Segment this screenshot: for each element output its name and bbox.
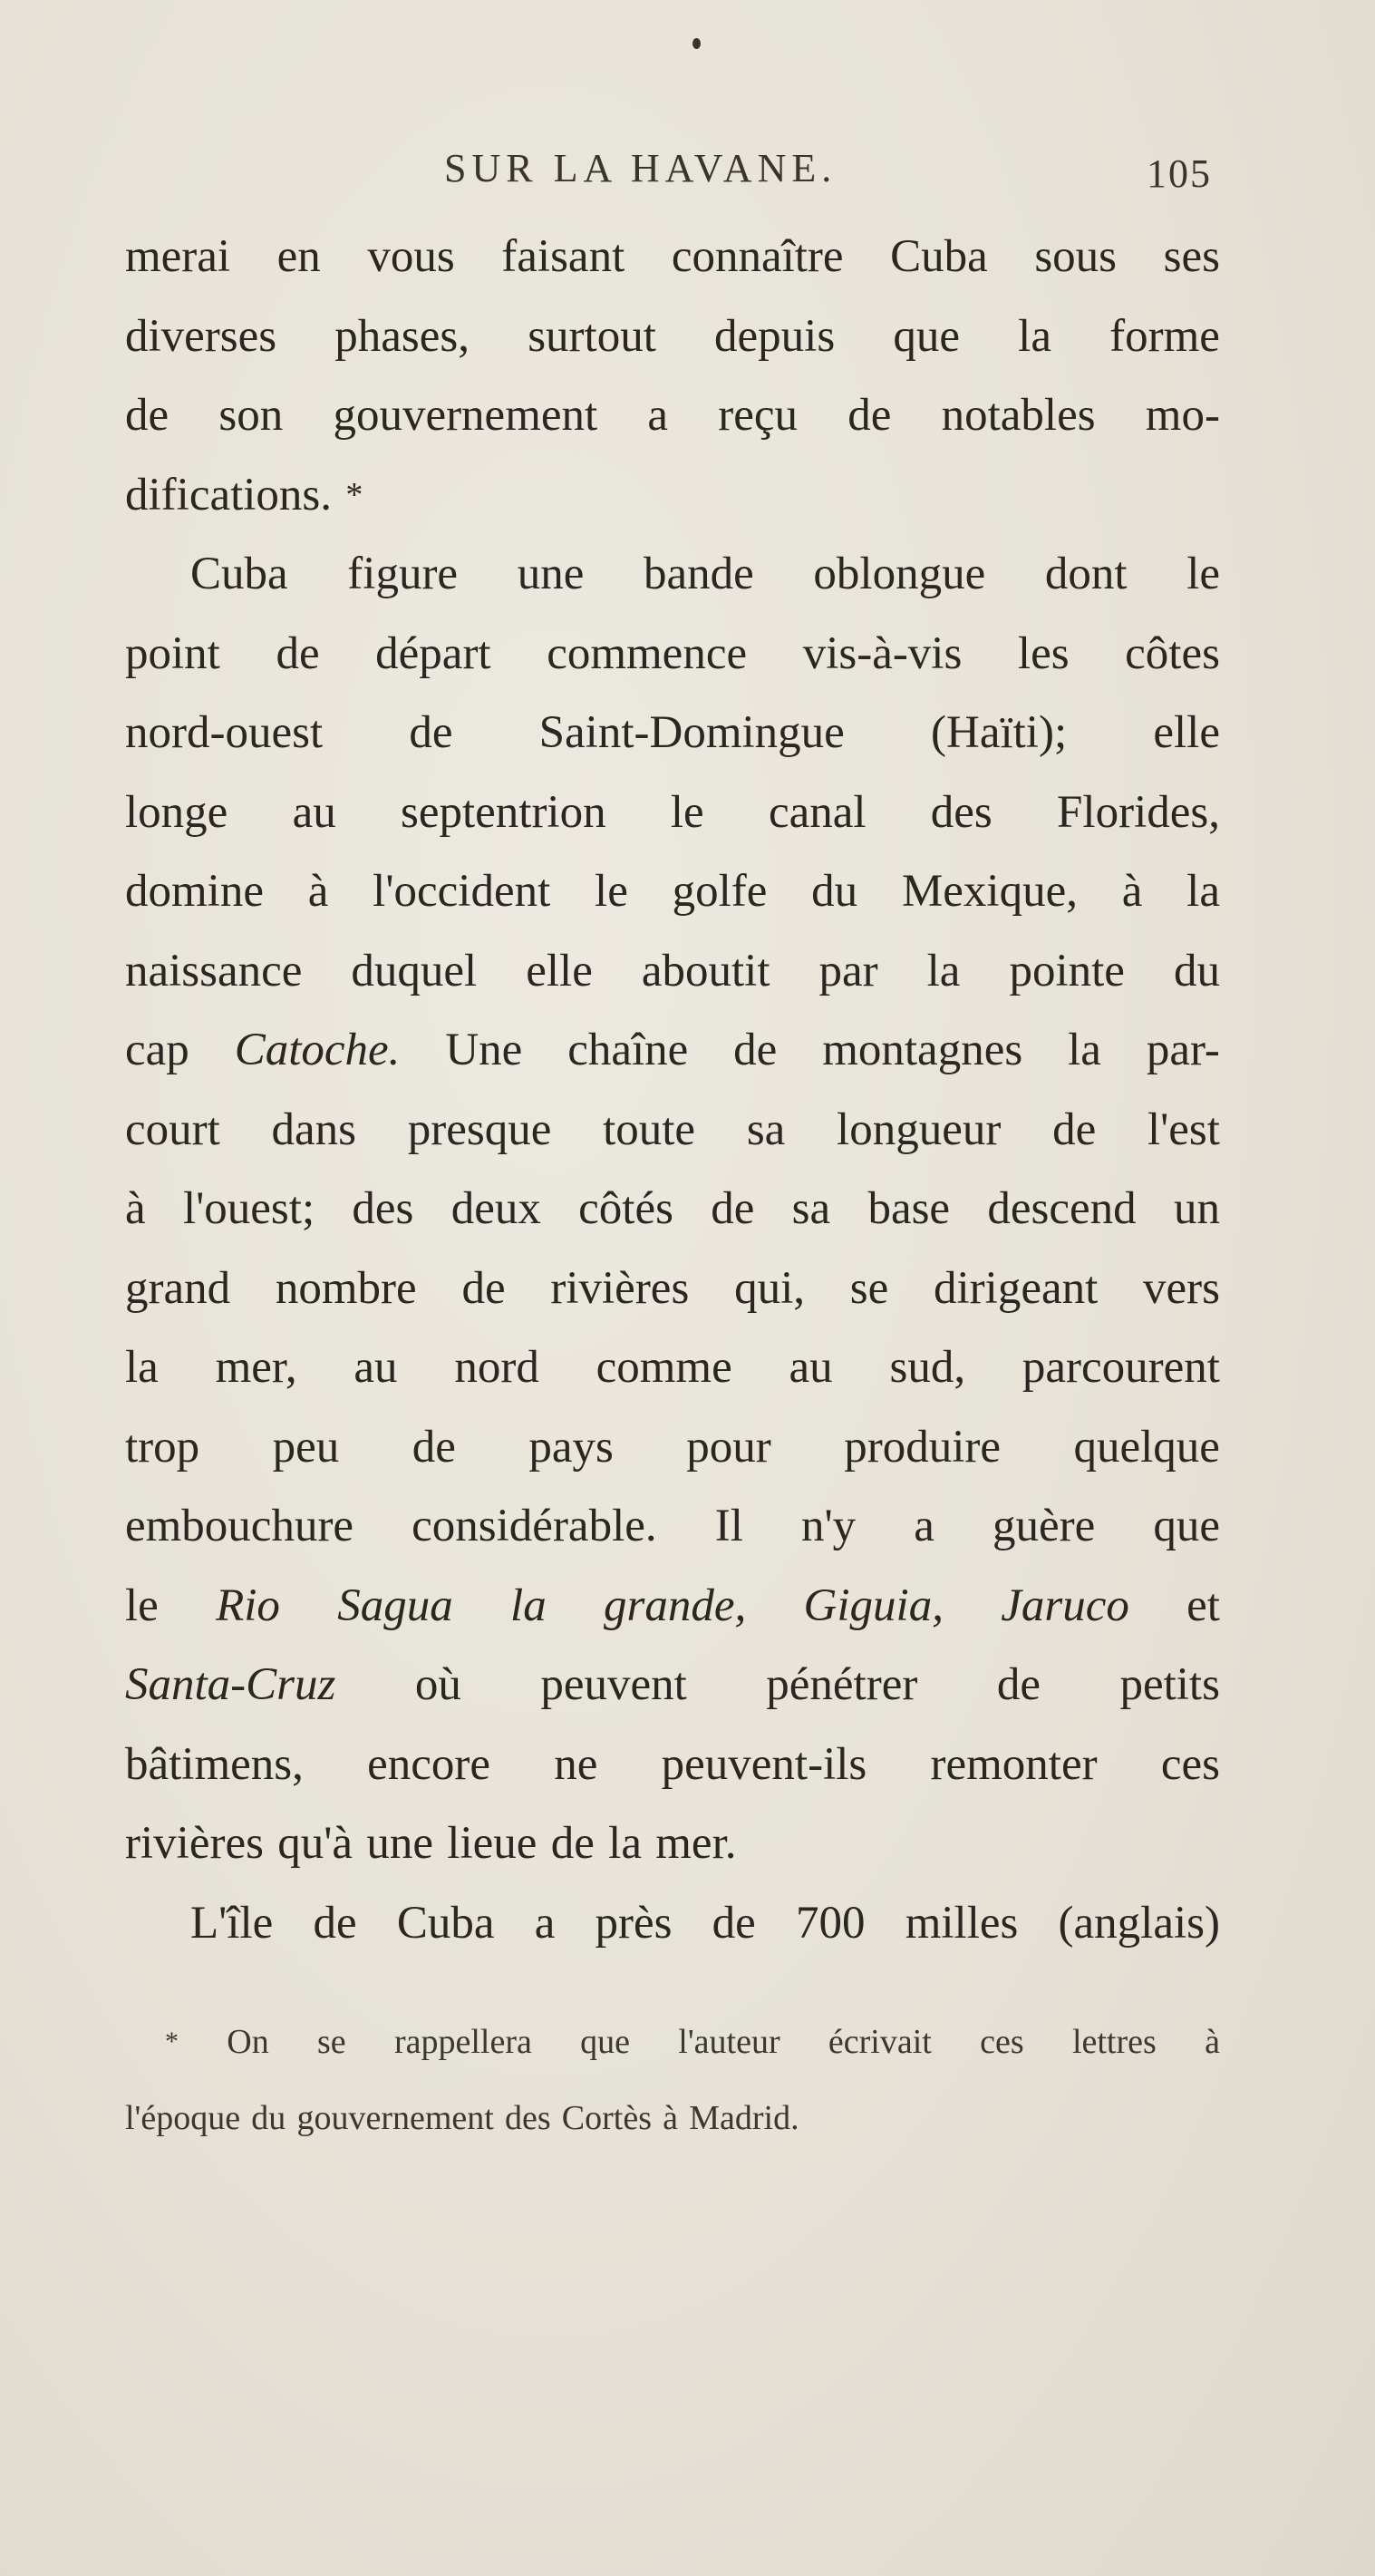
text-line <box>125 615 1220 695</box>
text-line <box>125 773 1220 853</box>
word: la <box>1068 1025 1101 1075</box>
word: que <box>580 2023 630 2061</box>
word: base <box>867 1183 951 1234</box>
word: L'île <box>190 1897 274 1949</box>
word: l'occident <box>373 866 551 917</box>
word: lettres <box>1071 2023 1157 2061</box>
word: du <box>251 2099 286 2137</box>
word: embouchure <box>125 1501 354 1551</box>
word: dont <box>1044 549 1128 599</box>
text-line <box>125 1646 1220 1725</box>
word: dirigeant <box>934 1262 1099 1314</box>
text-line <box>125 1884 1220 1964</box>
word: à <box>307 866 329 917</box>
text-line <box>125 376 1220 456</box>
word: merai <box>125 231 231 282</box>
word: duquel <box>351 945 478 996</box>
word: produire <box>844 1421 1002 1473</box>
word: point <box>125 627 220 679</box>
word: ces <box>980 2023 1024 2061</box>
word: Mexique, <box>901 866 1078 917</box>
word: vers <box>1143 1262 1220 1314</box>
text-line <box>125 932 1220 1012</box>
word: commence <box>547 627 748 679</box>
text-line <box>125 1091 1220 1171</box>
word: des <box>504 2099 551 2137</box>
word: ne <box>554 1738 598 1790</box>
text-line <box>125 1249 1220 1329</box>
word: longueur <box>837 1103 1002 1155</box>
word: de <box>733 1025 778 1075</box>
word: guère <box>993 1501 1096 1551</box>
word: Giguia, <box>803 1580 944 1631</box>
word: écrivait <box>828 2023 932 2061</box>
word: septentrion <box>400 786 606 838</box>
word: depuis <box>714 310 836 362</box>
word: l'auteur <box>678 2023 780 2061</box>
word: faisant <box>501 231 625 282</box>
word: la <box>1018 310 1051 362</box>
word: (Haïti); <box>931 707 1068 758</box>
word: de <box>550 1818 595 1869</box>
word: golfe <box>672 866 768 917</box>
word: rivières <box>125 1818 264 1869</box>
word: se <box>317 2023 346 2061</box>
word: notables <box>941 390 1096 441</box>
word: sud, <box>889 1342 966 1393</box>
word: naissance <box>125 945 303 996</box>
word: des <box>352 1183 414 1234</box>
word: trop <box>125 1421 200 1473</box>
word: canal <box>768 786 867 838</box>
word: de <box>409 707 453 758</box>
word: un <box>1173 1183 1220 1234</box>
text-line <box>125 694 1220 773</box>
word: Il <box>714 1501 743 1551</box>
word: difications. <box>125 469 333 520</box>
word: oblongue <box>813 549 986 599</box>
word: considérable. <box>412 1501 657 1551</box>
word: à <box>663 2099 679 2137</box>
word: Cuba <box>396 1897 495 1949</box>
word: le <box>125 1580 159 1631</box>
word: bâtimens, <box>125 1738 304 1790</box>
word: montagnes <box>822 1025 1023 1075</box>
word: des <box>930 786 993 838</box>
word: surtout <box>528 310 656 362</box>
word: longe <box>125 786 228 838</box>
word: Florides, <box>1057 786 1220 838</box>
word: elle <box>526 945 593 996</box>
word: toute <box>603 1103 696 1155</box>
word: de <box>711 1183 755 1234</box>
word: mer, <box>215 1342 297 1393</box>
word: grand <box>125 1262 231 1314</box>
word: chaîne <box>567 1025 689 1075</box>
word: court <box>125 1103 220 1155</box>
footnote-marker: * <box>165 2027 179 2056</box>
word: pointe <box>1009 945 1125 996</box>
body-text <box>125 218 1220 1963</box>
word: a <box>914 1501 934 1551</box>
word: pénétrer <box>766 1659 918 1710</box>
word: au <box>353 1342 398 1393</box>
word: la <box>608 1818 642 1869</box>
word: mo- <box>1145 390 1220 441</box>
word: Saint-Domingue <box>538 707 845 758</box>
word: mer. <box>655 1818 737 1869</box>
word: la <box>1186 866 1220 917</box>
word: l'est <box>1147 1103 1220 1155</box>
word: domine <box>125 866 264 917</box>
word: Une <box>445 1025 523 1075</box>
word: rivières <box>550 1262 690 1314</box>
word: lieue <box>447 1818 537 1869</box>
footnote-line <box>125 2080 1220 2156</box>
word: l'époque <box>125 2099 241 2137</box>
page-header <box>0 145 1375 209</box>
word: se <box>849 1262 889 1314</box>
word: qui, <box>734 1262 805 1314</box>
word: que <box>893 310 960 362</box>
footnote-line <box>125 2004 1220 2080</box>
word: ses <box>1163 231 1220 282</box>
text-line <box>125 456 1220 536</box>
word: a <box>647 390 669 441</box>
word: une <box>366 1818 433 1869</box>
word: près <box>595 1897 673 1949</box>
word: phases, <box>334 310 470 362</box>
word: départ <box>375 627 491 679</box>
word: peuvent <box>540 1659 687 1710</box>
word: au <box>789 1342 833 1393</box>
word: (anglais) <box>1058 1897 1220 1949</box>
word: nord <box>454 1342 539 1393</box>
word: sa <box>791 1183 831 1234</box>
word: à <box>125 1183 146 1234</box>
word: l'ouest; <box>182 1183 315 1234</box>
word: côtés <box>578 1183 673 1234</box>
word: figure <box>347 549 459 599</box>
text-line <box>125 1170 1220 1249</box>
word: encore <box>367 1738 491 1790</box>
word: son <box>218 390 284 441</box>
word: 700 <box>796 1897 866 1949</box>
text-line <box>125 1804 1220 1884</box>
word: Cuba <box>890 231 988 282</box>
word: le <box>1186 549 1220 599</box>
text-line <box>125 1725 1220 1805</box>
word: qu'à <box>277 1818 353 1869</box>
word: rappellera <box>393 2023 532 2061</box>
word: le <box>595 866 628 917</box>
word: Madrid. <box>689 2099 799 2137</box>
word: bande <box>644 549 754 599</box>
word: en <box>276 231 321 282</box>
word: connaître <box>671 231 844 282</box>
word: de <box>712 1897 756 1949</box>
word: diverses <box>125 310 277 362</box>
word: les <box>1017 627 1070 679</box>
footnote-marker: * <box>345 475 363 514</box>
word: quelque <box>1073 1421 1220 1473</box>
running-head: SUR LA HAVANE. <box>444 146 838 190</box>
text-line <box>125 1011 1220 1091</box>
word: à <box>1205 2023 1220 2061</box>
text-line <box>125 1328 1220 1408</box>
word: de <box>412 1421 456 1473</box>
word: n'y <box>800 1501 857 1551</box>
word: peu <box>272 1421 340 1473</box>
word: que <box>1153 1501 1220 1551</box>
word: de <box>996 1659 1041 1710</box>
word: au <box>292 786 336 838</box>
text-line <box>125 1567 1220 1647</box>
word: comme <box>596 1342 732 1393</box>
word: Cuba <box>190 549 288 599</box>
word: où <box>414 1659 461 1710</box>
word: reçu <box>718 390 799 441</box>
word: peuvent-ils <box>661 1738 867 1790</box>
word: sous <box>1034 231 1118 282</box>
word: Catoche. <box>234 1025 401 1075</box>
word: vous <box>367 231 455 282</box>
word: à <box>1121 866 1143 917</box>
text-line <box>125 852 1220 932</box>
word: côtes <box>1125 627 1220 679</box>
word: dans <box>271 1103 357 1155</box>
word: deux <box>450 1183 541 1234</box>
word: Sagua <box>337 1580 453 1631</box>
word: elle <box>1153 707 1220 758</box>
text-line <box>125 218 1220 297</box>
page-number: 105 <box>1147 151 1212 196</box>
text-line <box>125 297 1220 377</box>
word: la <box>125 1342 159 1393</box>
word: descend <box>987 1183 1137 1234</box>
word: pays <box>528 1421 614 1473</box>
word: milles <box>905 1897 1019 1949</box>
text-line <box>125 1487 1220 1567</box>
word: aboutit <box>641 945 770 996</box>
word: la <box>510 1580 547 1631</box>
word: Cortès <box>561 2099 653 2137</box>
word: pour <box>686 1421 771 1473</box>
word: presque <box>407 1103 552 1155</box>
word: parcourent <box>1022 1342 1220 1393</box>
word: du <box>811 866 858 917</box>
word: du <box>1173 945 1220 996</box>
word: et <box>1186 1580 1220 1631</box>
word: de <box>847 390 892 441</box>
word: a <box>534 1897 556 1949</box>
word: par <box>818 945 878 996</box>
word: la <box>926 945 961 996</box>
word: cap <box>125 1025 189 1075</box>
text-line <box>125 535 1220 615</box>
word: vis-à-vis <box>802 627 963 679</box>
word: par- <box>1146 1025 1220 1075</box>
word: le <box>670 786 704 838</box>
word: On <box>227 2023 269 2061</box>
word: de <box>276 627 320 679</box>
word: sa <box>746 1103 786 1155</box>
word: de <box>461 1262 506 1314</box>
word: forme <box>1109 310 1220 362</box>
word: de <box>313 1897 357 1949</box>
printer-ornament <box>692 38 701 49</box>
word: gouvernement <box>296 2099 494 2137</box>
word: ces <box>1160 1738 1220 1790</box>
word: remonter <box>930 1738 1098 1790</box>
word: de <box>1052 1103 1097 1155</box>
word: Rio <box>216 1580 280 1631</box>
word: une <box>517 549 585 599</box>
word: Jaruco <box>1001 1580 1129 1631</box>
text-line <box>125 1408 1220 1488</box>
word: grande, <box>604 1580 747 1631</box>
word: petits <box>1119 1659 1220 1710</box>
word: gouvernement <box>333 390 598 441</box>
word: nord-ouest <box>125 707 324 758</box>
word: de <box>125 390 169 441</box>
footnote <box>125 2004 1220 2156</box>
word: Santa-Cruz <box>125 1659 336 1710</box>
word: nombre <box>275 1262 417 1314</box>
